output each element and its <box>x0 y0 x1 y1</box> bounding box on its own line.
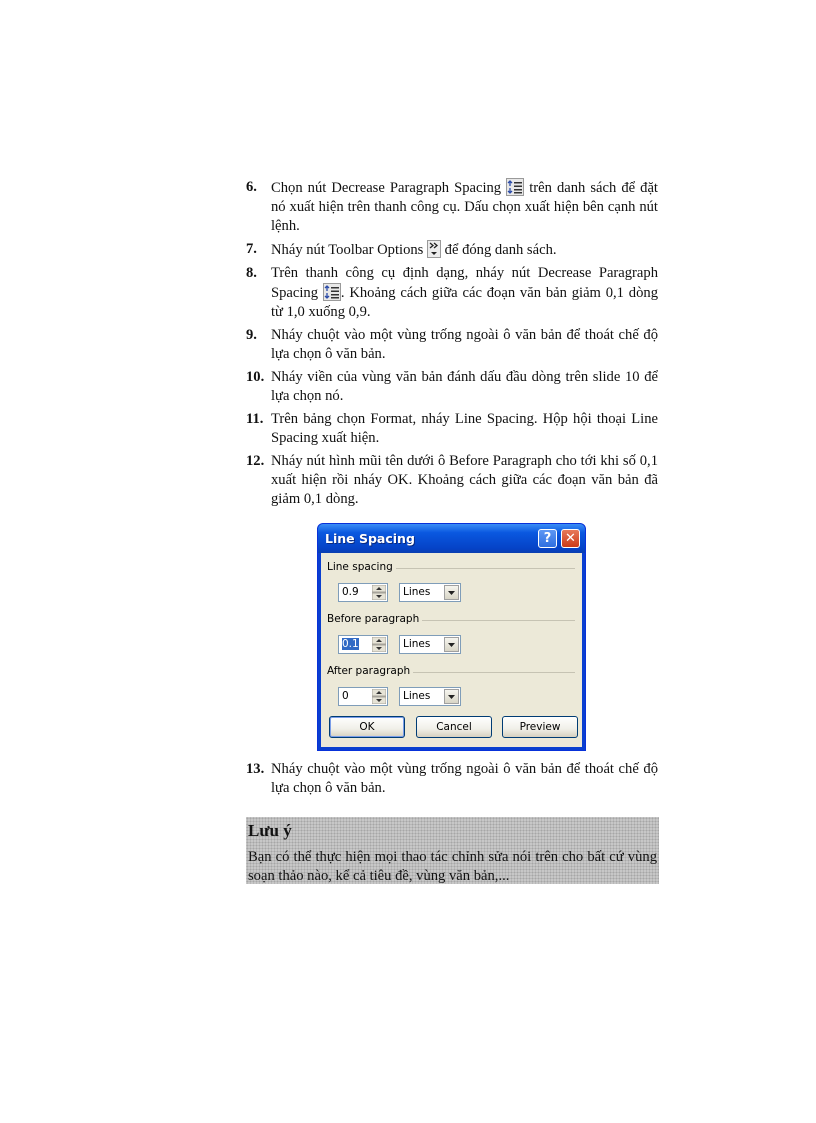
dialog-title: Line Spacing <box>325 531 415 546</box>
after-paragraph-label: After paragraph <box>327 665 413 677</box>
decrease-paragraph-spacing-icon <box>323 283 341 301</box>
help-button[interactable]: ? <box>538 529 557 548</box>
step-13 <box>246 760 658 798</box>
dialog-title-bar[interactable] <box>318 524 585 553</box>
instruction-steps <box>246 178 658 513</box>
cancel-button[interactable]: Cancel <box>416 716 492 738</box>
ok-button[interactable]: OK <box>329 716 405 738</box>
step-6 <box>246 178 658 236</box>
dialog-body <box>321 553 582 747</box>
after-paragraph-unit: Lines <box>403 690 431 702</box>
after-paragraph-value: 0 <box>342 690 349 702</box>
step-number: 10. <box>246 369 265 385</box>
step-text: Nháy viền của vùng văn bản đánh dấu đầu dòng trên slide 10 để lựa chọn nó. <box>271 369 658 404</box>
step-number: 8. <box>246 265 257 281</box>
line-spacing-unit: Lines <box>403 586 431 598</box>
step-12 <box>246 452 658 509</box>
spinner-arrows-icon[interactable] <box>372 637 386 652</box>
step-7 <box>246 240 658 260</box>
line-spacing-value: 0.9 <box>342 586 359 598</box>
spinner-arrows-icon[interactable] <box>372 689 386 704</box>
decrease-paragraph-spacing-icon <box>506 178 524 196</box>
step-number: 13. <box>246 761 265 777</box>
step-text: . Khoảng cách giữa các đoạn văn bản giảm 0,1 dòng từ 1,0 xuống 0,9. <box>271 285 658 320</box>
note-body: Bạn có thể thực hiện mọi thao tác chỉnh sửa nói trên cho bất cứ vùng soạn thảo nào, kể cả tiêu đề, vùng văn bản,... <box>248 849 657 884</box>
preview-button[interactable]: Preview <box>502 716 578 738</box>
before-paragraph-unit: Lines <box>403 638 431 650</box>
step-8 <box>246 264 658 322</box>
line-spacing-unit-select[interactable] <box>399 583 461 602</box>
step-text: Trên bảng chọn Format, nháy Line Spacing. Hộp hội thoại Line Spacing xuất hiện. <box>271 411 658 446</box>
step-text: Chọn nút Decrease Paragraph Spacing <box>271 180 502 196</box>
line-spacing-label: Line spacing <box>327 561 396 573</box>
after-paragraph-spinner[interactable] <box>338 687 388 706</box>
chevron-down-icon[interactable] <box>444 637 459 652</box>
close-button[interactable]: ✕ <box>561 529 580 548</box>
instruction-steps-continued <box>246 760 658 802</box>
before-paragraph-value: 0.1 <box>342 638 359 650</box>
step-text: Nháy nút hình mũi tên dưới ô Before Paragraph cho tới khi số 0,1 xuất hiện rồi nháy OK. Khoảng cách giữa các đoạn văn bản đã giảm 0,1 dòng. <box>271 453 658 507</box>
toolbar-options-icon <box>427 240 441 258</box>
step-text: Nháy nút Toolbar Options <box>271 242 424 258</box>
step-number: 11. <box>246 411 264 427</box>
step-text: Trên thanh công cụ định dạng, nháy nút Decrease Paragraph Spacing <box>271 265 658 301</box>
after-paragraph-unit-select[interactable] <box>399 687 461 706</box>
before-paragraph-unit-select[interactable] <box>399 635 461 654</box>
before-paragraph-spinner[interactable] <box>338 635 388 654</box>
step-text: Nháy chuột vào một vùng trống ngoài ô văn bản để thoát chế độ lựa chọn ô văn bản. <box>271 327 658 362</box>
line-spacing-dialog <box>317 523 586 751</box>
step-11 <box>246 410 658 448</box>
chevron-down-icon[interactable] <box>444 585 459 600</box>
line-spacing-spinner[interactable] <box>338 583 388 602</box>
step-number: 9. <box>246 327 257 343</box>
step-9 <box>246 326 658 364</box>
note-title: Lưu ý <box>248 821 292 840</box>
step-10 <box>246 368 658 406</box>
chevron-down-icon[interactable] <box>444 689 459 704</box>
step-text: để đóng danh sách. <box>444 242 557 258</box>
step-number: 6. <box>246 179 257 195</box>
step-number: 12. <box>246 453 265 469</box>
spinner-arrows-icon[interactable] <box>372 585 386 600</box>
step-text: trên danh sách để đặt nó xuất hiện trên thanh công cụ. Dấu chọn xuất hiện bên cạnh nút lệnh. <box>271 180 658 234</box>
step-number: 7. <box>246 241 257 257</box>
before-paragraph-label: Before paragraph <box>327 613 422 625</box>
step-text: Nháy chuột vào một vùng trống ngoài ô văn bản để thoát chế độ lựa chọn ô văn bản. <box>271 761 658 796</box>
note-box <box>246 817 659 884</box>
